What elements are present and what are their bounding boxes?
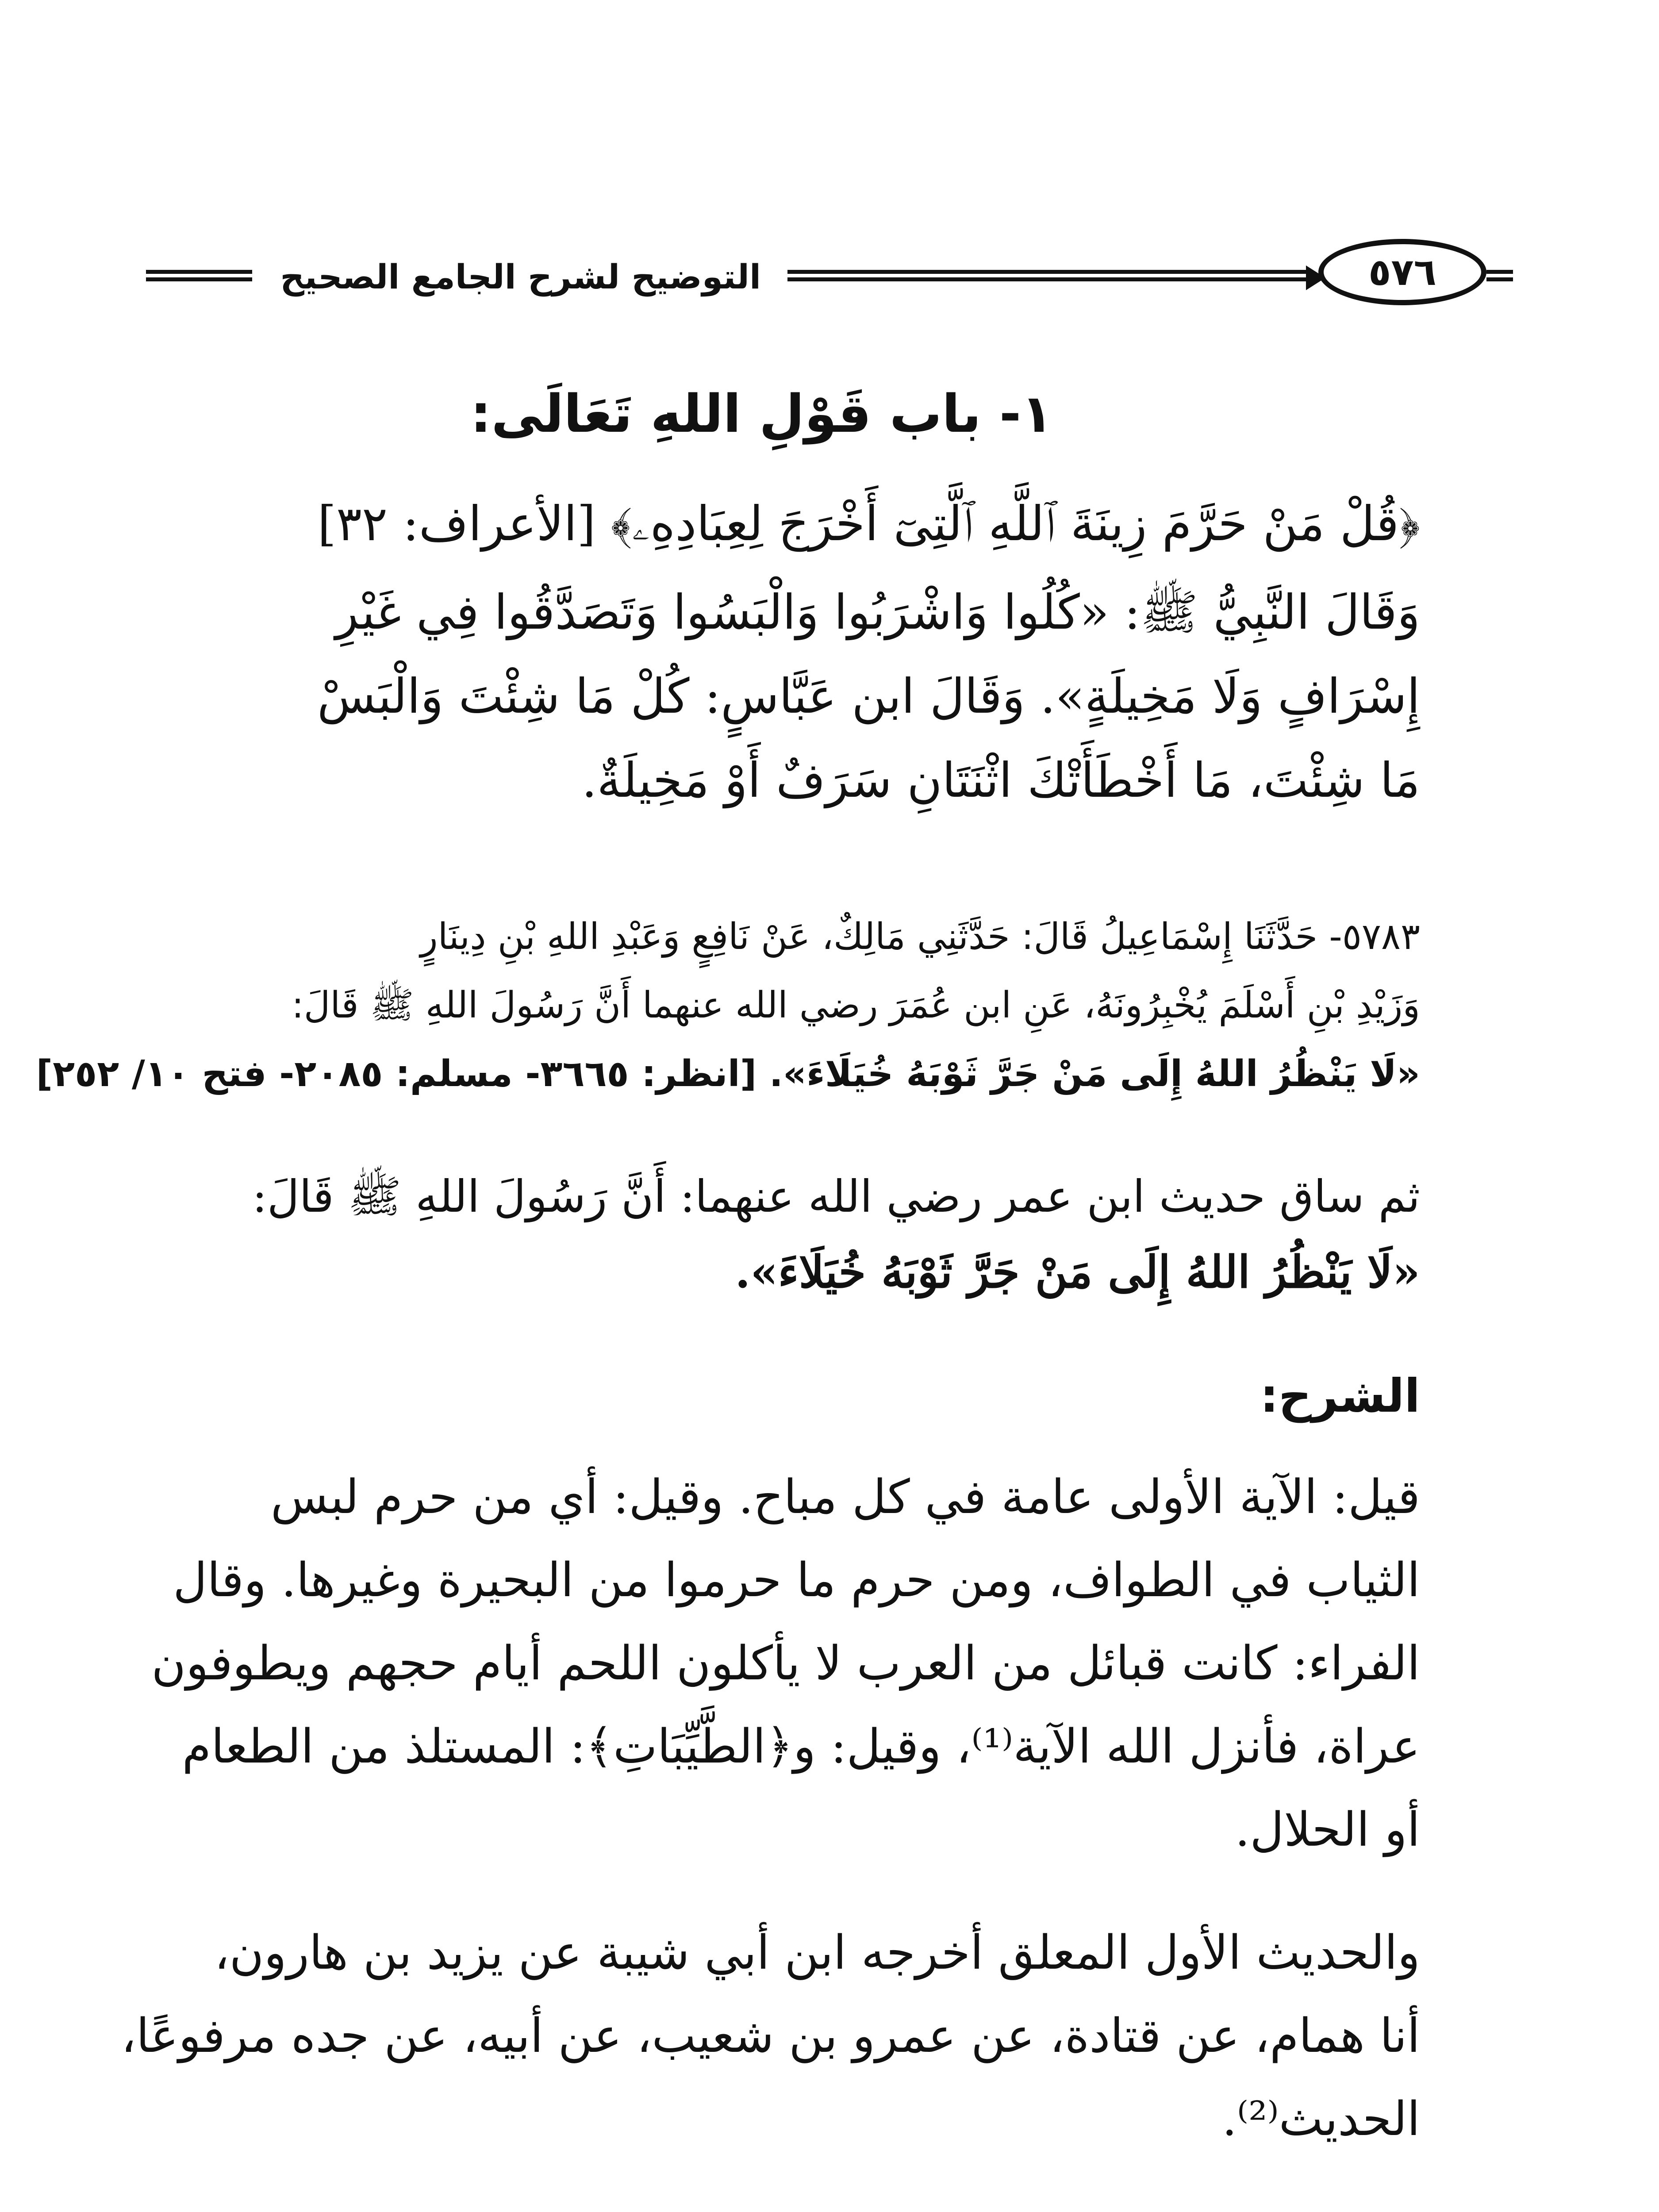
paragraph-line: عراة، فأنزل الله الآية⁽¹⁾، وقيل: و﴿الطَّيِّبَاتِ﴾: المستلذ من الطعام [182,1719,1420,1774]
repeat-line: ثم ساق حديث ابن عمر رضي الله عنهما: أَنَّ رَسُولَ اللهِ ﷺ قَالَ: [252,1171,1420,1222]
header-rule-right [1486,270,1513,281]
verse-line: ﴿قُلْ مَنْ حَرَّمَ زِينَةَ ٱللَّهِ ٱلَّتِىٓ أَخْرَجَ لِعِبَادِهِۦ﴾ [الأعراف: ٣٢] [317,496,1420,552]
page-number: ٥٧٦ [1368,250,1436,294]
commentary-paragraph-1 [146,1455,1420,1871]
paragraph-line: قيل: الآية الأولى عامة في كل مباح. وقيل: أي من حرم لبس [270,1470,1420,1524]
hadith-line: وَزَيْدِ بْنِ أَسْلَمَ يُخْبِرُونَهُ، عَنِ ابن عُمَرَ رضي الله عنهما أَنَّ رَسُولَ اللهِ ﷺ قَالَ: [292,984,1420,1026]
sharh-heading: الشرح: [1260,1369,1420,1423]
header-rule-middle [787,270,1310,281]
running-title: التوضيح لشرح الجامع الصحيح [280,257,761,296]
hadith-line: ٥٧٨٣- حَدَّثَنَا إِسْمَاعِيلُ قَالَ: حَدَّثَنِي مَالِكٌ، عَنْ نَافِعٍ وَعَبْدِ اللهِ بْنِ دِينَارٍ [420,916,1420,958]
header-rule-left [146,270,252,281]
hadith-block [36,902,1420,1108]
intro-block [146,571,1420,823]
hadith-line: «لَا يَنْظُرُ اللهُ إِلَى مَنْ جَرَّ ثَوْبَهُ خُيَلَاءَ». [انظر: ٣٦٦٥- مسلم: ٢٠٨٥- فتح ١٠/ ٢٥٢] [36,1053,1420,1095]
paragraph-line: أو الحلال. [1235,1802,1420,1857]
paragraph-line: الثياب في الطواف، ومن حرم ما حرموا من البحيرة وغيرها. وقال [173,1553,1420,1607]
chapter-title: ١- باب قَوْلِ اللهِ تَعَالَى: [470,383,1053,444]
intro-line: وَقَالَ النَّبِيُّ ﷺ: «كُلُوا وَاشْرَبُوا وَالْبَسُوا وَتَصَدَّقُوا فِي غَيْرِ [335,585,1420,640]
repeat-block [146,1159,1420,1310]
paragraph-line: أنا همام، عن قتادة، عن عمرو بن شعيب، عن أبيه، عن جده مرفوعًا، [121,2008,1420,2063]
paragraph-line: والحديث الأول المعلق أخرجه ابن أبي شيبة عن يزيد بن هارون، [214,1925,1420,1980]
page-number-badge [1318,239,1486,305]
verse-block [146,487,1420,562]
intro-line: مَا شِئْتَ، مَا أَخْطَأَتْكَ اثْنَتَانِ سَرَفٌ أَوْ مَخِيلَةٌ. [582,753,1420,808]
commentary-paragraph-2 [121,1911,1420,2161]
repeat-line: «لَا يَنْظُرُ اللهُ إِلَى مَنْ جَرَّ ثَوْبَهُ خُيَلَاءَ». [735,1246,1420,1298]
running-header [146,239,1513,310]
paragraph-line: الحديث⁽²⁾. [1222,2092,1420,2146]
paragraph-line: الفراء: كانت قبائل من العرب لا يأكلون اللحم أيام حجهم ويطوفون [151,1636,1420,1690]
intro-line: إِسْرَافٍ وَلَا مَخِيلَةٍ». وَقَالَ ابن عَبَّاسٍ: كُلْ مَا شِئْتَ وَالْبَسْ [317,669,1420,724]
